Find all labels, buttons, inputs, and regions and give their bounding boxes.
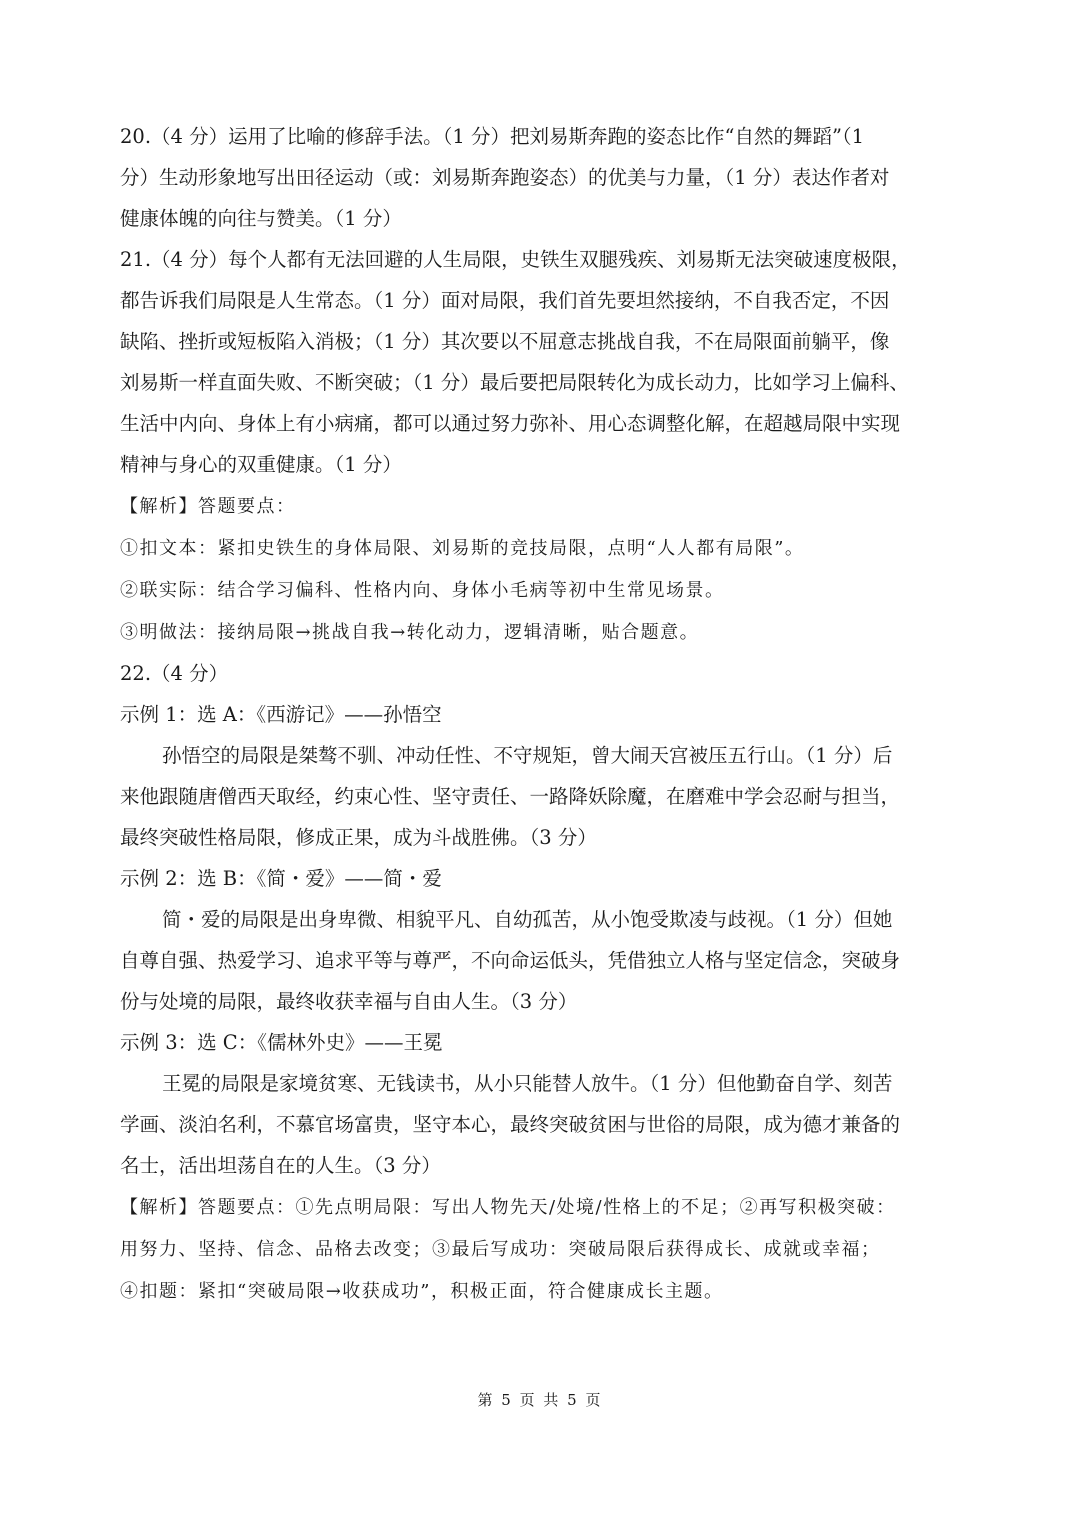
q22-analysis-line-2: 用努力、坚持、信念、品格去改变；③最后写成功：突破局限后获得成长、成就或幸福； [120,1239,881,1260]
example-3-line-2: 学画、淡泊名利，不慕官场富贵，坚守本心，最终突破贫困与世俗的局限，成为德才兼备的 [120,1113,901,1136]
example-3-line-1: 王冕的局限是家境贫寒、无钱读书，从小只能替人放牛。（1 分）但他勤奋自学、刻苦 [162,1072,893,1095]
q21-analysis-point-3: ③明做法：接纳局限→挑战自我→转化动力，逻辑清晰，贴合题意。 [120,622,700,643]
q22-analysis-line-1: 【解析】答题要点：①先点明局限：写出人物先天/处境/性格上的不足；②再写积极突破： [120,1197,896,1218]
page-number-footer: 第 5 页 共 5 页 [477,1391,603,1409]
q20-line-2: 分）生动形象地写出田径运动（或：刘易斯奔跑姿态）的优美与力量，（1 分）表达作者对 [120,166,890,189]
q21-line-1: 21.（4 分）每个人都有无法回避的人生局限，史铁生双腿残疾、刘易斯无法突破速度极限， [120,248,911,271]
q20-line-3: 健康体魄的向往与赞美。（1 分） [120,207,402,230]
q21-analysis-point-2: ②联实际：结合学习偏科、性格内向、身体小毛病等初中生常见场景。 [120,580,725,601]
example-2-title: 示例 2：选 B：《简・爱》——简・爱 [120,867,442,890]
example-2-line-3: 份与处境的局限，最终收获幸福与自由人生。（3 分） [120,990,578,1013]
q22-heading: 22.（4 分） [120,662,229,685]
example-1-line-3: 最终突破性格局限，修成正果，成为斗战胜佛。（3 分） [120,826,597,849]
q21-line-4: 刘易斯一样直面失败、不断突破；（1 分）最后要把局限转化为成长动力，比如学习上偏科、 [120,371,909,394]
q21-line-3: 缺陷、挫折或短板陷入消极；（1 分）其次要以不屈意志挑战自我，不在局限面前躺平，像 [120,330,890,353]
example-1-line-1: 孙悟空的局限是桀骜不驯、冲动任性、不守规矩，曾大闹天宫被压五行山。（1 分）后 [162,744,893,767]
q20-line-1: 20.（4 分）运用了比喻的修辞手法。（1 分）把刘易斯奔跑的姿态比作“自然的舞蹈”（1 [120,125,865,148]
example-3-line-3: 名士，活出坦荡自在的人生。（3 分） [120,1154,441,1177]
example-2-line-1: 简・爱的局限是出身卑微、相貌平凡、自幼孤苦，从小饱受欺凌与歧视。（1 分）但她 [162,908,893,931]
example-1-title: 示例 1：选 A：《西游记》——孙悟空 [120,703,442,726]
example-3-title: 示例 3：选 C：《儒林外史》——王冕 [120,1031,443,1054]
q21-line-5: 生活中内向、身体上有小病痛，都可以通过努力弥补、用心态调整化解，在超越局限中实现 [120,412,901,435]
q21-analysis-point-1: ①扣文本：紧扣史铁生的身体局限、刘易斯的竞技局限，点明“人人都有局限”。 [120,538,805,559]
q22-analysis-line-3: ④扣题：紧扣“突破局限→收获成功”，积极正面，符合健康成长主题。 [120,1281,724,1302]
q21-line-6: 精神与身心的双重健康。（1 分） [120,453,402,476]
example-2-line-2: 自尊自强、热爱学习、追求平等与尊严，不向命运低头，凭借独立人格与坚定信念，突破身 [120,949,901,972]
q21-line-2: 都告诉我们局限是人生常态。（1 分）面对局限，我们首先要坦然接纳，不自我否定，不因 [120,289,890,312]
q21-analysis-heading: 【解析】答题要点： [120,496,296,517]
example-1-line-2: 来他跟随唐僧西天取经，约束心性、坚守责任、一路降妖除魔，在磨难中学会忍耐与担当， [120,785,901,808]
